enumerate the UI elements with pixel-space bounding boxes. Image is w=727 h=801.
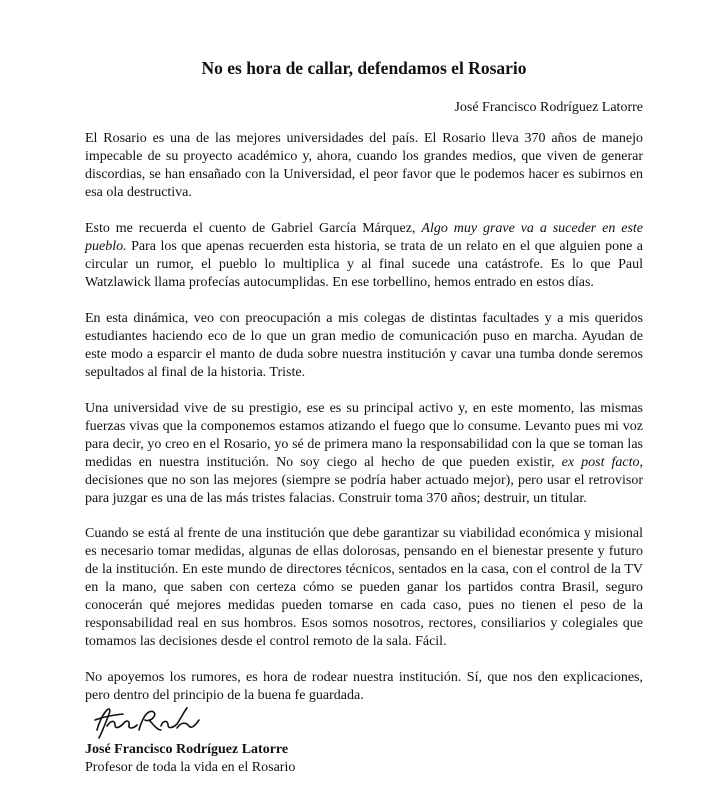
paragraph-1: El Rosario es una de las mejores universidades del país. El Rosario lleva 370 años de manejo impecable de su proyecto académico y, ahora, cuando los grandes medios, que viven de generar discordias, se han ensañado con la Universidad, el peor favor que le podemos hacer es subirnos en esa ola destructiva. — [85, 131, 643, 200]
author-byline: José Francisco Rodríguez Latorre — [454, 100, 643, 115]
paragraph-4-text-b: , decisiones que no son las mejores (siempre se podría haber actuado mejor), pero usar el retrovisor para juzgar es una de las más tristes falacias. Construir toma 370 años; destruir, un titular. — [85, 455, 643, 506]
paragraph-2-text-b: Para los que apenas recuerden esta historia, se trata de un relato en el que alguien pone a circular un rumor, el pueblo lo multiplica y al final sucede una catástrofe. Es lo que Paul Watzlawick llama profecías autocumplidas. En ese torbellino, hemos entrado en estos días. — [85, 239, 643, 290]
paragraph-5: Cuando se está al frente de una institución que debe garantizar su viabilidad económica y misional es necesario tomar medidas, algunas de ellas dolorosas, pensando en el bienestar presente y futuro de la institución. En este mundo de directores técnicos, sentados en la casa, con el control de la TV en la mano, que saben con certeza cómo se pueden ganar los partidos contra Brasil, seguro conocerán qué mejores medidas pueden tomarse en cada caso, pues no tienen el peso de la responsabilidad real en sus hombros. Esos somos nosotros, rectores, consiliarios y colegiales que tomamos las decisiones desde el control remoto de la sala. Fácil. — [85, 526, 643, 649]
signatory-role: Profesor de toda la vida en el Rosario — [85, 760, 296, 775]
signatory-name: José Francisco Rodríguez Latorre — [85, 742, 289, 757]
paragraph-4 — [85, 400, 643, 508]
paragraph-4-text-a: Una universidad vive de su prestigio, ese es su principal activo y, en este momento, las mismas fuerzas vivas que la componemos estamos atizando el fuego que lo consume. Levanto pues mi voz para decir, yo creo en el Rosario, yo sé de primera mano la responsabilidad con la que se toman las medidas en nuestra institución. No soy ciego al hecho de que pueden existir, — [85, 401, 643, 470]
document-body — [85, 130, 643, 723]
paragraph-2 — [85, 220, 643, 292]
story-title: Algo muy grave va a suceder en este pueblo. — [85, 221, 644, 254]
paragraph-6: No apoyemos los rumores, es hora de rodear nuestra institución. Sí, que nos den explicaciones, pero dentro del principio de la buena fe guardada. — [85, 670, 643, 703]
latin-phrase: ex post facto — [561, 455, 640, 470]
paragraph-2-text-a: Esto me recuerda el cuento de Gabriel García Márquez, — [85, 221, 422, 236]
paragraph-3: En esta dinámica, veo con preocupación a mis colegas de distintas facultades y a mis queridos estudiantes haciendo eco de lo que un gran medio de comunicación puso en marcha. Ayudan de este modo a esparcir el manto de duda sobre nuestra institución y cavar una tumba donde seremos sepultados al final de la historia. Triste. — [85, 311, 643, 380]
handwritten-signature — [93, 700, 213, 742]
document-title: No es hora de callar, defendamos el Rosario — [201, 58, 527, 78]
